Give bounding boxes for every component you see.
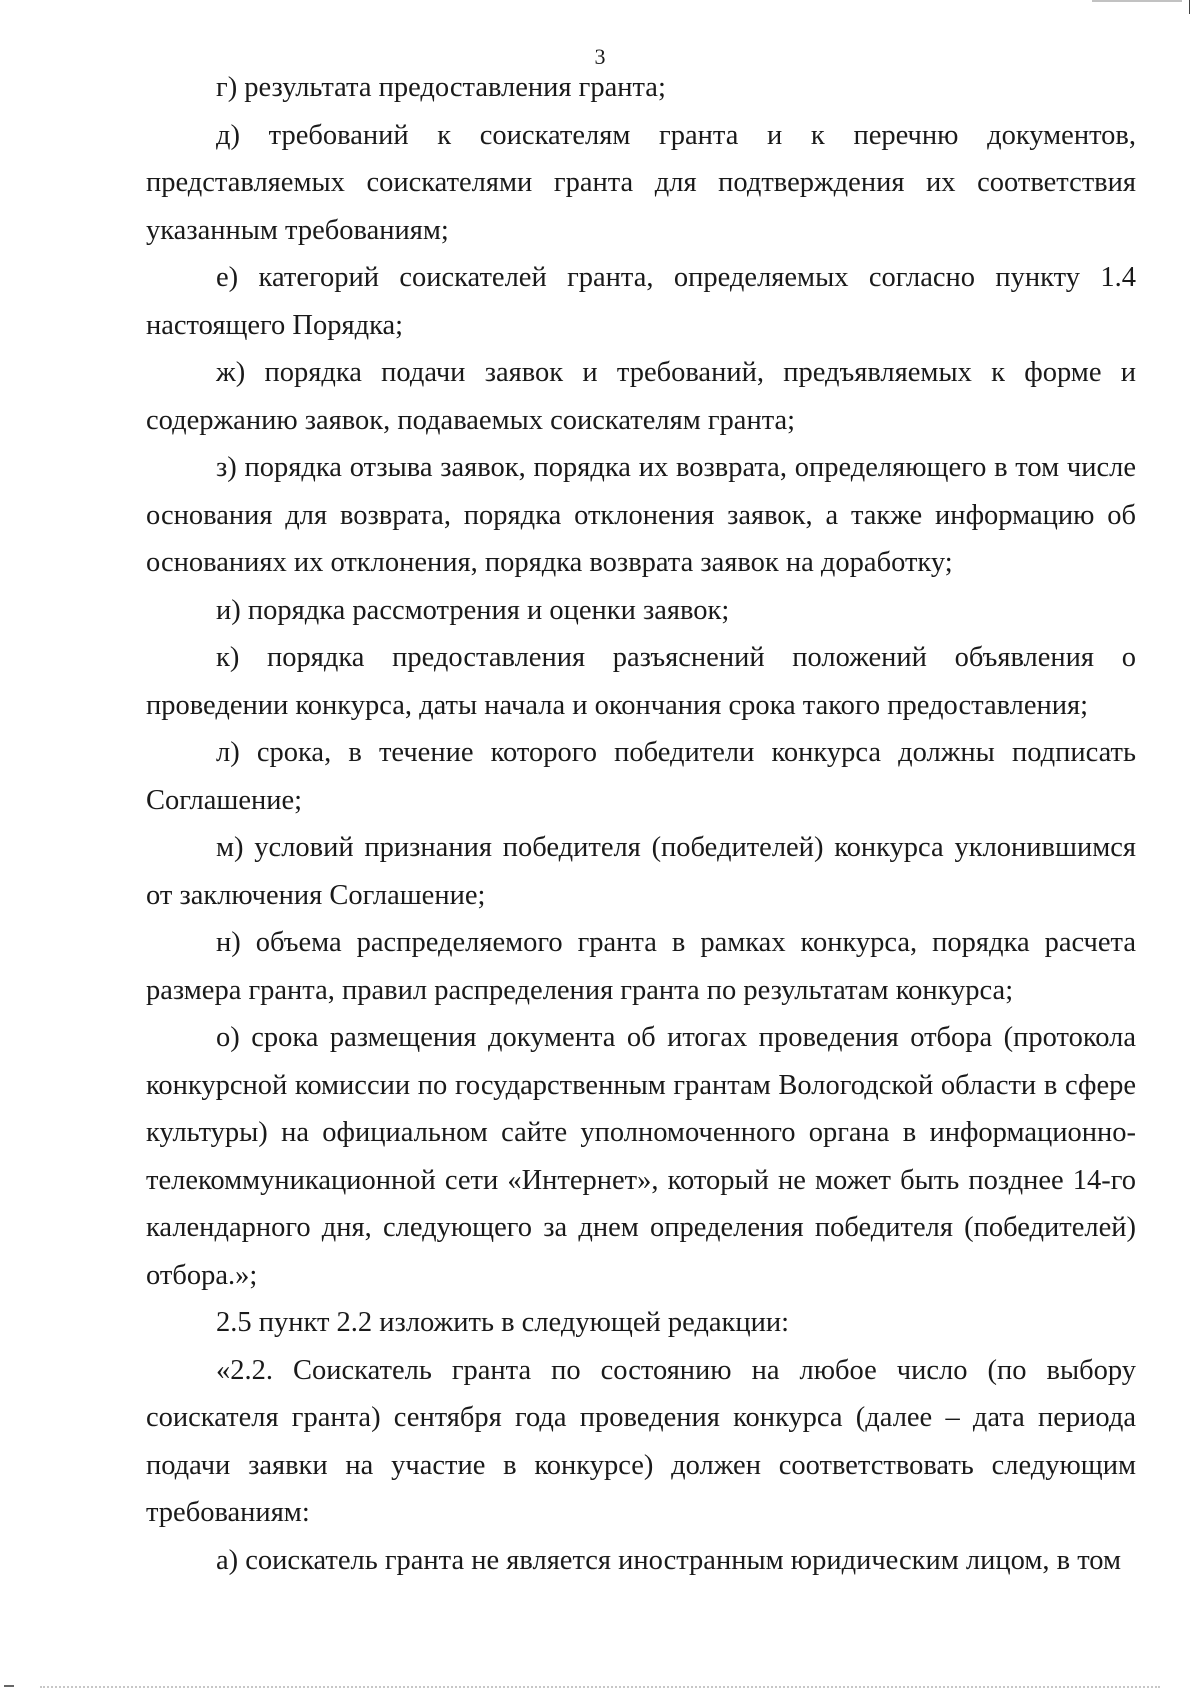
scan-artifact-top	[1092, 0, 1182, 2]
paragraph-o: о) срока размещения документа об итогах проведения отбора (протокола конкурсной комиссии по государственным грантам Вологодской области в сфере культуры) на официальном сайте уполномоченного органа в информационно-телекоммуникационной сети «Интернет», который не может быть позднее 14-го календарного дня, следующего за днем определения победителя (победителей) отбора.»;	[146, 1022, 1136, 1291]
paragraph-a: а) соискатель гранта не является иностранным юридическим лицом, в том	[216, 1544, 1122, 1576]
paragraph-i: и) порядка рассмотрения и оценки заявок;	[216, 594, 730, 626]
paragraph-n: н) объема распределяемого гранта в рамках конкурса, порядка расчета размера гранта, правил распределения гранта по результатам конкурса;	[146, 927, 1136, 1006]
paragraph-l: л) срока, в течение которого победители конкурса должны подписать Соглашение;	[146, 737, 1136, 816]
page-number: 3	[594, 44, 606, 69]
paragraph-zh: ж) порядка подачи заявок и требований, предъявляемых к форме и содержанию заявок, подаваемых соискателям гранта;	[146, 357, 1136, 436]
document-body	[146, 64, 1136, 1584]
paragraph-d: д) требований к соискателям гранта и к перечню документов, представляемых соискателями гранта для подтверждения их соответствия указанным требованиям;	[146, 119, 1136, 246]
paragraph-e: е) категорий соискателей гранта, определяемых согласно пункту 1.4 настоящего Порядка;	[146, 262, 1136, 341]
paragraph-2-5: 2.5 пункт 2.2 изложить в следующей редакции:	[216, 1307, 790, 1338]
paragraph-k: к) порядка предоставления разъяснений положений объявления о проведении конкурса, даты начала и окончания срока такого предоставления;	[146, 642, 1136, 721]
scan-artifact-left	[4, 1685, 14, 1687]
paragraph-m: м) условий признания победителя (победителей) конкурса уклонившимся от заключения Соглашение;	[146, 832, 1136, 911]
paragraph-2-2: «2.2. Соискатель гранта по состоянию на любое число (по выбору соискателя гранта) сентября года проведения конкурса (далее – дата периода подачи заявки на участие в конкурсе) должен соответствовать следующим требованиям:	[146, 1354, 1136, 1528]
scan-artifact-right	[1189, 0, 1190, 14]
paragraph-z: з) порядка отзыва заявок, порядка их возврата, определяющего в том числе основания для возврата, порядка отклонения заявок, а также информацию об основаниях их отклонения, порядка возврата заявок на доработку;	[146, 452, 1136, 578]
scan-artifact-bottom	[40, 1686, 1160, 1689]
paragraph-g: г) результата предоставления гранта;	[216, 72, 666, 103]
